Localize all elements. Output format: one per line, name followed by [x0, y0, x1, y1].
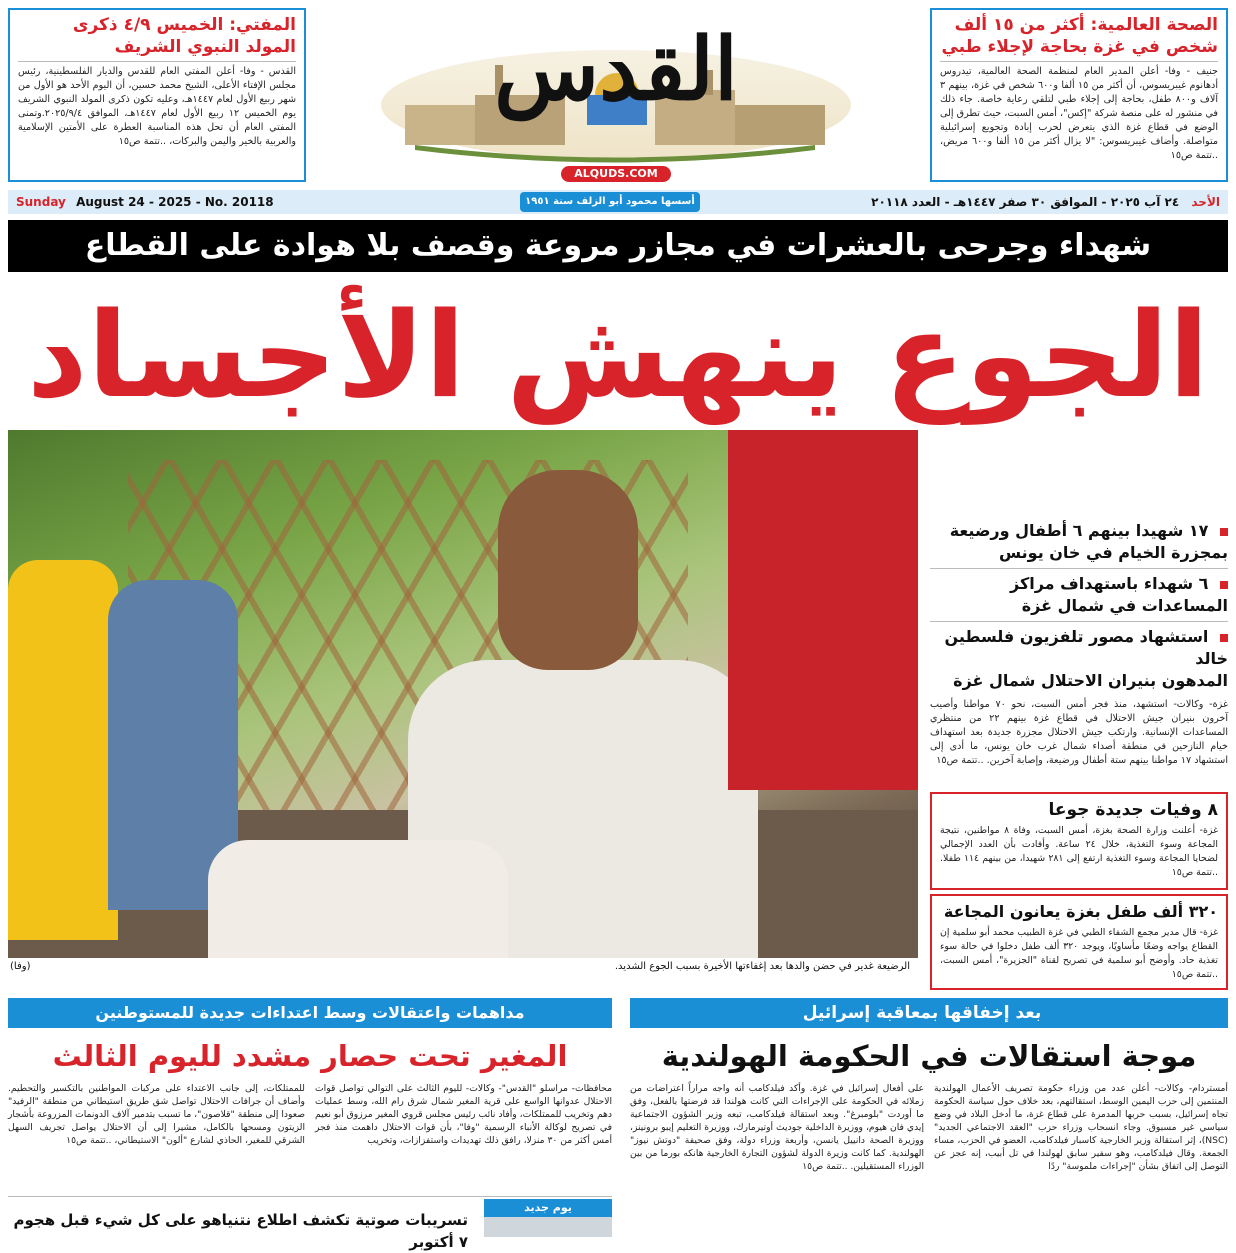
news-box-starvation-title: ٨ وفيات جديدة جوعا — [1048, 800, 1218, 820]
news-box-mufti-body: القدس - وفا- أعلن المفتي العام للقدس والديار الفلسطينية، رئيس مجلس الإفتاء الأعلى، الشيخ محمد حسين، أن اليوم الأحد هو الأول من شهر ربيع الأول لعام ١٤٤٧هـ، وعليه تكون ذكرى المولد النبوي الشريف يوم الخميس ١٢ ربيع الأول لعام ١٤٤٧هـ، الموافق ٢٠٢٥/٩/٤.وتمنى المفتي العام أن تحل هذه المناسبة العطرة على الأمتين الإسلامية والعربية بالخير واليمن والبركات، ..تتمة ص١٥ — [18, 66, 296, 147]
photo-caption: الرضيعة غدير في حضن والدها بعد إغفاءتها الأخيرة بسبب الجوع الشديد. — [614, 961, 910, 972]
story-mughayyir-headline: المغير تحت حصار مشدد لليوم الثالث — [52, 1039, 568, 1073]
lead-photo — [8, 430, 918, 958]
story-mughayyir-col2: للممتلكات، إلى جانب الاعتداء على مركبات المواطنين بالتكسير والتحطيم. وأضاف أن جرافات الاحتلال تواصل شق طريق استيطاني من منطقة "الرفيد" صعودا إلى منطقة "قلاصون"، ما تسبب بتدمير آلاف الدونمات المزروعة بأشجار الزيتون ومسحها بالكامل، مشيرا إلى أن الاحتلال يواصل تجريف السهل الشرقي للمغير، الحاذي لشارع "ألون" الاستيطاني، ..تتمة ص١٥ — [8, 1083, 305, 1146]
news-box-children — [930, 894, 1228, 990]
dateline-bar — [8, 190, 1228, 214]
dateline-arabic: الأحد ٢٤ آب ٢٠٢٥ - الموافق ٣٠ صفر ١٤٤٧هـ - العدد ٢٠١١٨ — [871, 195, 1220, 209]
bottom-strip-label: يوم جديد — [484, 1199, 612, 1217]
news-box-children-body: غزة- قال مدير مجمع الشفاء الطبي في غزة الطبيب محمد أبو سلمية إن القطاع يواجه وضعًا مأساويًا، ويوجد ٣٢٠ ألف طفل دخلوا في حالة سوء تغذية حاد. وأوضح أبو سلمية في تصريح لقناة "الجزيرة"، أمس السبت، ..تتمة ص١٥ — [940, 927, 1219, 980]
photo-man-head — [498, 470, 638, 670]
masthead — [375, 10, 857, 182]
news-box-starvation — [930, 792, 1228, 890]
news-box-children-title: ٣٢٠ ألف طفل بغزة يعانون المجاعة — [943, 902, 1218, 921]
news-box-mufti-title: المفتي: الخميس ٤/٩ ذكرى المولد النبوي الشريف — [72, 15, 296, 57]
story-netherlands-kicker: بعد إخفاقها بمعاقبة إسرائيل — [630, 998, 1228, 1028]
main-headline: الجوع ينهش الأجساد — [26, 286, 1210, 424]
newspaper-logo: القدس — [494, 19, 738, 120]
news-box-who-title: الصحة العالمية: أكثر من ١٥ ألف شخص في غزة بحاجة لإجلاء طبي — [941, 15, 1218, 57]
story-mughayyir-kicker: مداهمات واعتقالات وسط اعتداءات جديدة للمستوطنين — [8, 998, 612, 1028]
photo-infant — [208, 840, 508, 958]
right-column — [930, 520, 1228, 990]
founder-note: أسسها محمود أبو الزلف سنة ١٩٥١ — [520, 192, 700, 212]
dateline-english: Sunday August 24 - 2025 - No. 20118 — [16, 195, 274, 209]
bottom-strip-photo — [484, 1217, 612, 1237]
story-mughayyir-col1: محافظات- مراسلو "القدس"- وكالات- لليوم الثالث على التوالي تواصل قوات الاحتلال عدوانها الواسع على قرية المغير شمال شرق رام الله، وسط عمليات دهم وتخريب للممتلكات، وأفاد نائب رئيس مجلس قروي المغير مرزوق أبو نعيم في تصريح لوكالة الأنباء الرسمية "وفا"، بأن قوات الاحتلال داهمت منذ فجر أمس أكثر من ٣٠ منزلا، رافق ذلك تهديدات واستفزازات، وتخريب — [315, 1083, 612, 1146]
story-netherlands-headline: موجة استقالات في الحكومة الهولندية — [661, 1039, 1197, 1073]
black-banner: شهداء وجرحى بالعشرات في مجازر مروعة وقصف بلا هوادة على القطاع — [8, 220, 1228, 272]
news-box-who — [930, 8, 1228, 182]
photo-credit: (وفا) — [10, 961, 31, 972]
news-box-mufti — [8, 8, 306, 182]
story-netherlands — [630, 998, 1228, 1198]
bottom-strip — [8, 1196, 612, 1251]
story-netherlands-col1: أمستردام- وكالات- أعلن عدد من وزراء حكومة تصريف الأعمال الهولندية المنتمين إلى حزب اليمين الوسط، استقالتهم، بعد خلاف حول سياسة الحكومة تجاه إسرائيل، بسبب حربها المدمرة على قطاع غزة، ما أدخل البلاد في وضع سياسي غير مسبوق. وجاء انسحاب وزراء حزب "العقد الاجتماعي الجديد" (NSC)، إثر استقالة وزير الخارجية كاسبار فيلدكامب، العضو في الحزب، مساء الجمعة. وقال فيلدكامب، وهو سفير سابق لهولندا في تل أبيب، إنه عجز عن التوصل إلى اتفاق بشأن "إجراءات ملموسة" ردًا — [934, 1083, 1228, 1172]
bullet-item-3: استشهاد مصور تلفزيون فلسطين خالد المدهون بنيران الاحتلال شمال غزة — [930, 626, 1228, 692]
gaza-report-body: غزة- وكالات- استشهد، منذ فجر أمس السبت، نحو ٧٠ مواطنا وأصيب آخرون بنيران جيش الاحتلال في قطاع غزة بينهم ٢٢ من منتظري المساعدات الإنسانية. وارتكب جيش الاحتلال مجزرة جديدة بعد استهداف خيام النازحين في منطقة أصداء شمال غرب خان يونس، ما أدى إلى استشهاد ١٧ مواطنا بينهم ستة أطفال ورضيعة، وإصابة آخرين. ..تتمة ص١٥ — [930, 699, 1228, 766]
bottom-strip-headline: تسريبات صوتية تكشف اطلاع نتنياهو على كل شيء قبل هجوم ٧ أكتوبر — [13, 1211, 468, 1251]
photo-boy-yellow — [8, 560, 118, 940]
website-label[interactable]: ALQUDS.COM — [561, 166, 671, 182]
story-netherlands-col2: على أفعال إسرائيل في غزة. وأكد فيلدكامب أنه واجه مراراً اعتراضات من زملائه في الحكومة على الإجراءات التي كانت هولندا قد فرضتها بالفعل، وفق ما أوردت "بلومبرغ". وبعد استقالة فيلدكامب، تبعه وزير الشؤون الاجتماعية إيدي فان هيوم، ووزيرة الداخلية جوديث أوتيرمارك، ووزيرة التعليم إيبو برونينز، ووزيرة الصحة دانييل يانسن، وأربعة وزراء دولة، وفق صحيفة "دوتش نيوز" الهولندية. كما كانت وزيرة الدولة لشؤون التجارة الخارجية هانكه بورما من بين الوزراء المستقيلين. ..تتمة ص١٥ — [630, 1083, 924, 1172]
story-mughayyir — [8, 998, 612, 1188]
news-box-starvation-body: غزة- أعلنت وزارة الصحة بغزة، أمس السبت، وفاة ٨ مواطنين، نتيجة المجاعة وسوء التغذية، خلال ٢٤ ساعة. وأفادت بأن العدد الإجمالي لضحايا المجاعة وسوء التغذية ارتفع إلى ٢٨١ شهيدا، من بينهم ١١٤ طفلا. ..تتمة ص١٥ — [940, 825, 1218, 878]
news-box-who-body: جنيف - وفا- أعلن المدير العام لمنظمة الصحة العالمية، تيدروس أدهانوم غيبريسوس، أن أكثر من ١٥ ألفا و٦٠٠ شخص في غزة، بينهم ٣ آلاف و٨٠٠ طفل، بحاجة إلى إجلاء طبي لتلقي رعاية خاصة. جاء ذلك في منشور له على منصة شركة "إكس"، أمس السبت، حيث تطرق إلى الوضع في قطاع غزة الذي يتعرض لحرب إبادة وتجويع إسرائيلية متواصلة. وأضاف غيبريسوس: "لا يزال أكثر من ١٥ ألفا و٦٠٠ مريض، ..تتمة ص١٥ — [940, 66, 1218, 161]
bullet-item-1: ١٧ شهيدا بينهم ٦ أطفال ورضيعة بمجزرة الخيام في خان يونس — [930, 520, 1228, 564]
photo-person-red — [728, 430, 918, 790]
bullet-item-2: ٦ شهداء باستهداف مراكز المساعدات في شمال غزة — [930, 573, 1228, 617]
